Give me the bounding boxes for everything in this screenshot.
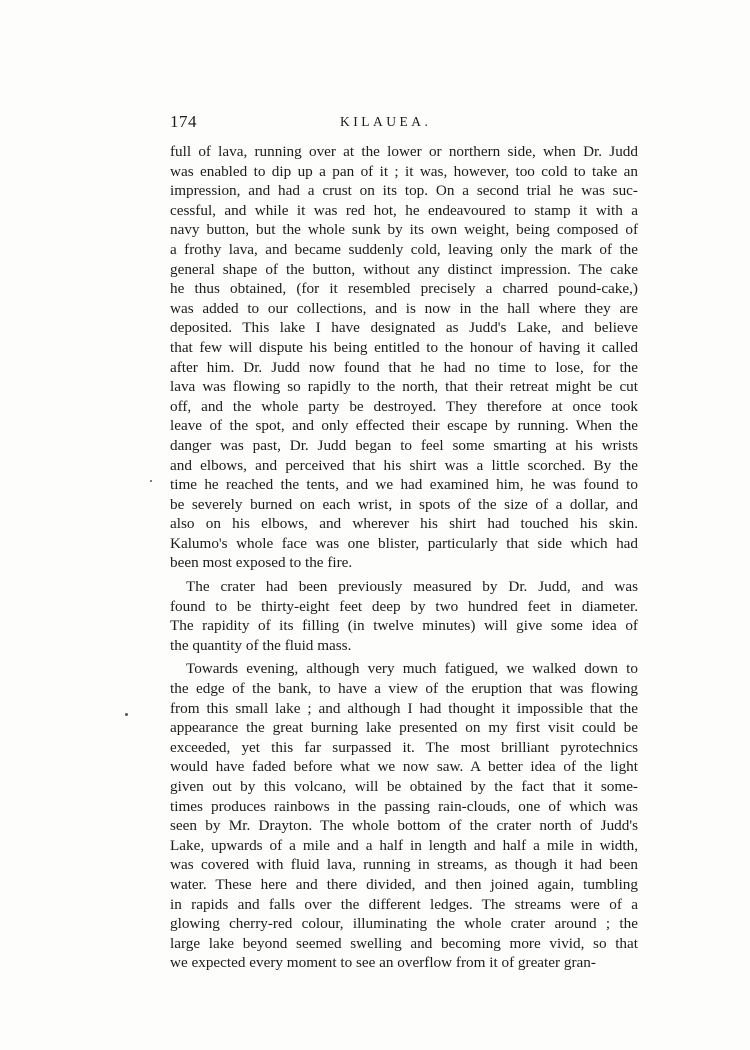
text-line: was covered with fluid lava, running in streams, as though it had been [170,856,638,874]
text-line: danger was past, Dr. Judd began to feel some smarting at his wrists [170,436,638,454]
text-line: leave of the spot, and only effected their escape by running. When the [170,417,638,435]
text-line: from this small lake ; and although I had thought it impossible that the [170,699,638,717]
text-line: given out by this volcano, will be obtained by the fact that it some- [170,778,638,795]
text-line: was added to our collections, and is now in the hall where they are [170,299,638,317]
text-line: full of lava, running over at the lower or northern side, when Dr. Judd [170,143,638,160]
page-number: 174 [170,112,197,131]
text-line: The crater had been previously measured by Dr. Judd, and was [186,578,638,596]
text-line: was enabled to dip up a pan of it ; it was, however, too cold to take an [170,162,638,180]
text-line: be severely burned on each wrist, in spots of the size of a dollar, and [170,495,638,513]
text-line: also on his elbows, and wherever his shirt had touched his skin. [170,515,638,533]
page-header [170,112,638,136]
text-line: off, and the whole party be destroyed. They therefore at once took [170,397,638,415]
text-line: we expected every moment to see an overflow from it of greater gran- [170,954,596,972]
text-line: found to be thirty-eight feet deep by two hundred feet in diameter. [170,597,638,615]
text-line: appearance the great burning lake presented on my first visit could be [170,719,638,737]
text-line: Towards evening, although very much fatigued, we walked down to [186,660,638,678]
text-line: time he reached the tents, and we had examined him, he was found to [170,476,638,494]
text-line: Lake, upwards of a mile and a half in length and half a mile in width, [170,836,638,854]
text-line: the edge of the bank, to have a view of the eruption that was flowing [170,680,638,698]
text-line: The rapidity of its filling (in twelve minutes) will give some idea of [170,617,638,635]
text-line: a frothy lava, and became suddenly cold, leaving only the mark of the [170,240,638,258]
text-line: lava was flowing so rapidly to the north, that their retreat might be cut [170,378,638,396]
running-head: KILAUEA. [340,114,432,129]
text-line: been most exposed to the fire. [170,554,353,572]
text-line: glowing cherry-red colour, illuminating the whole crater around ; the [170,915,638,933]
ink-speck [150,480,152,482]
paragraph [170,142,638,573]
text-line: Kalumo's whole face was one blister, particularly that side which had [170,534,638,552]
text-line: large lake beyond seemed swelling and becoming more vivid, so that [170,934,638,952]
text-line: exceeded, yet this far surpassed it. The most brilliant pyrotechnics [170,738,638,756]
text-line: and elbows, and perceived that his shirt was a little scorched. By the [170,456,638,474]
body-text [170,142,638,973]
text-line: would have faded before what we now saw. A better idea of the light [170,758,638,776]
paragraph [170,577,638,655]
text-line: in rapids and falls over the different ledges. The streams were of a [170,895,638,913]
text-line: times produces rainbows in the passing rain-clouds, one of which was [170,797,638,815]
text-line: water. These here and there divided, and then joined again, tumbling [170,875,638,893]
paragraph [170,659,638,973]
text-line: cessful, and while it was red hot, he endeavoured to stamp it with a [170,201,638,219]
text-line: general shape of the button, without any distinct impression. The cake [170,260,638,278]
text-line: deposited. This lake I have designated as Judd's Lake, and believe [170,319,638,337]
text-line: impression, and had a crust on its top. On a second trial he was suc- [170,182,638,200]
text-line: navy button, but the whole sunk by its own weight, being composed of [170,221,638,239]
text-line: seen by Mr. Drayton. The whole bottom of the crater north of Judd's [170,817,638,835]
text-line: he thus obtained, (for it resembled precisely a charred pound-cake,) [170,280,638,298]
text-line: the quantity of the fluid mass. [170,636,352,654]
text-line: that few will dispute his being entitled to the honour of having it called [170,338,638,356]
ink-speck [125,713,128,716]
text-line: after him. Dr. Judd now found that he had no time to lose, for the [170,358,638,376]
